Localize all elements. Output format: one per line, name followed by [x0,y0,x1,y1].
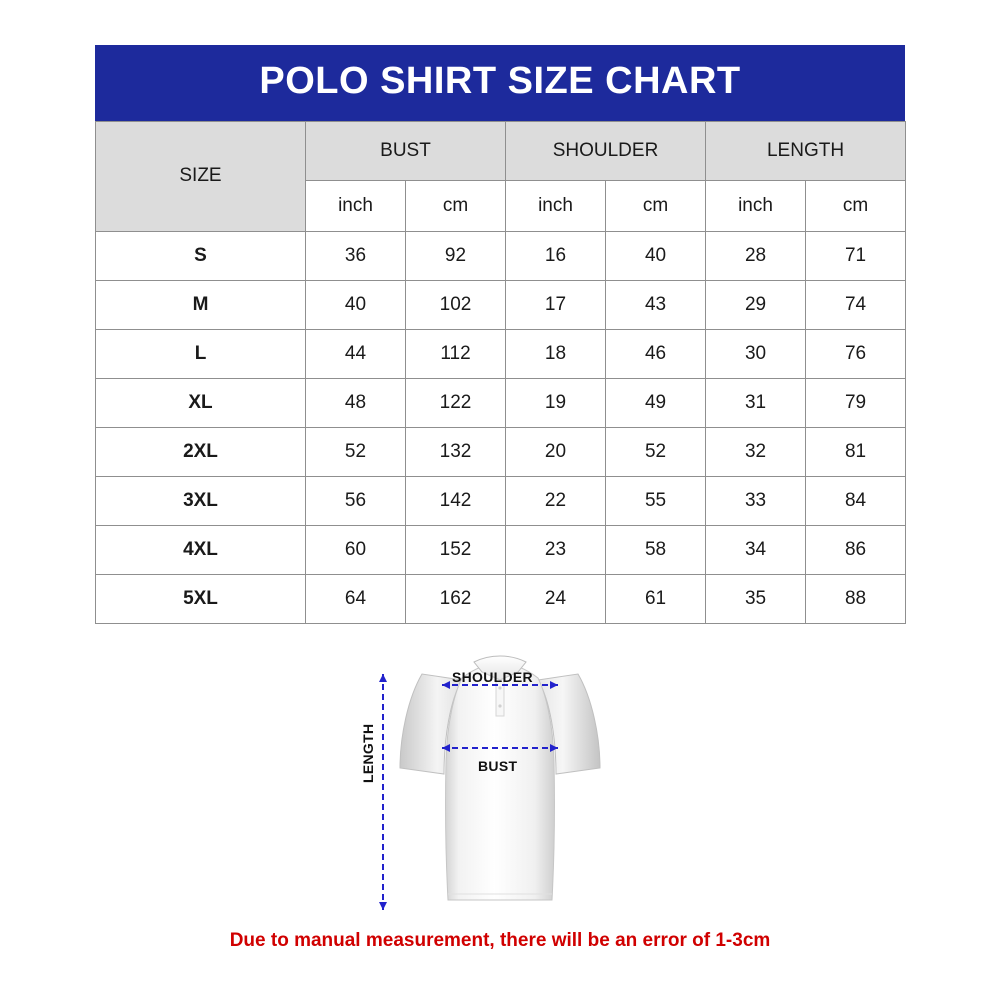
cell-length-inch: 31 [706,378,806,427]
table-header-row [96,121,906,180]
unit-length-cm: cm [806,180,906,231]
unit-length-inch: inch [706,180,806,231]
size-chart [95,45,905,624]
cell-shoulder-cm: 58 [606,525,706,574]
cell-length-inch: 33 [706,476,806,525]
table-row [96,427,906,476]
column-header-bust: BUST [306,121,506,180]
cell-shoulder-inch: 24 [506,574,606,623]
cell-shoulder-cm: 52 [606,427,706,476]
cell-size: L [96,329,306,378]
size-chart-table [95,121,906,624]
unit-bust-inch: inch [306,180,406,231]
table-row [96,525,906,574]
cell-length-inch: 30 [706,329,806,378]
cell-length-cm: 88 [806,574,906,623]
cell-shoulder-cm: 43 [606,280,706,329]
cell-length-cm: 86 [806,525,906,574]
cell-bust-inch: 52 [306,427,406,476]
column-header-size: SIZE [96,121,306,231]
cell-shoulder-cm: 61 [606,574,706,623]
cell-size: 5XL [96,574,306,623]
cell-length-inch: 28 [706,231,806,280]
cell-bust-inch: 56 [306,476,406,525]
cell-size: S [96,231,306,280]
table-row [96,476,906,525]
label-length: LENGTH [360,723,376,783]
cell-shoulder-cm: 46 [606,329,706,378]
cell-length-cm: 81 [806,427,906,476]
cell-bust-cm: 132 [406,427,506,476]
cell-length-cm: 84 [806,476,906,525]
cell-length-inch: 32 [706,427,806,476]
cell-shoulder-inch: 22 [506,476,606,525]
table-row [96,574,906,623]
cell-length-cm: 74 [806,280,906,329]
cell-shoulder-inch: 17 [506,280,606,329]
cell-length-cm: 71 [806,231,906,280]
cell-bust-cm: 162 [406,574,506,623]
cell-shoulder-inch: 20 [506,427,606,476]
cell-shoulder-cm: 55 [606,476,706,525]
cell-shoulder-inch: 16 [506,231,606,280]
unit-bust-cm: cm [406,180,506,231]
label-bust: BUST [478,758,518,774]
unit-shoulder-cm: cm [606,180,706,231]
column-header-length: LENGTH [706,121,906,180]
cell-bust-cm: 92 [406,231,506,280]
cell-shoulder-inch: 18 [506,329,606,378]
measurement-illustration [0,628,1000,938]
cell-length-cm: 79 [806,378,906,427]
cell-size: 3XL [96,476,306,525]
page-title: POLO SHIRT SIZE CHART [95,45,905,121]
cell-bust-inch: 44 [306,329,406,378]
cell-size: XL [96,378,306,427]
cell-length-inch: 29 [706,280,806,329]
cell-shoulder-cm: 40 [606,231,706,280]
table-row [96,280,906,329]
table-row [96,231,906,280]
cell-bust-inch: 64 [306,574,406,623]
label-shoulder: SHOULDER [452,669,533,685]
column-header-shoulder: SHOULDER [506,121,706,180]
cell-bust-inch: 40 [306,280,406,329]
cell-bust-cm: 102 [406,280,506,329]
cell-bust-inch: 48 [306,378,406,427]
cell-bust-cm: 142 [406,476,506,525]
cell-bust-cm: 112 [406,329,506,378]
cell-length-inch: 34 [706,525,806,574]
cell-shoulder-inch: 19 [506,378,606,427]
cell-bust-cm: 152 [406,525,506,574]
unit-shoulder-inch: inch [506,180,606,231]
table-row [96,329,906,378]
cell-bust-cm: 122 [406,378,506,427]
cell-length-inch: 35 [706,574,806,623]
cell-size: M [96,280,306,329]
cell-length-cm: 76 [806,329,906,378]
cell-shoulder-inch: 23 [506,525,606,574]
cell-bust-inch: 60 [306,525,406,574]
cell-size: 4XL [96,525,306,574]
cell-shoulder-cm: 49 [606,378,706,427]
cell-bust-inch: 36 [306,231,406,280]
table-row [96,378,906,427]
cell-size: 2XL [96,427,306,476]
measurement-note: Due to manual measurement, there will be an error of 1-3cm [229,930,771,951]
